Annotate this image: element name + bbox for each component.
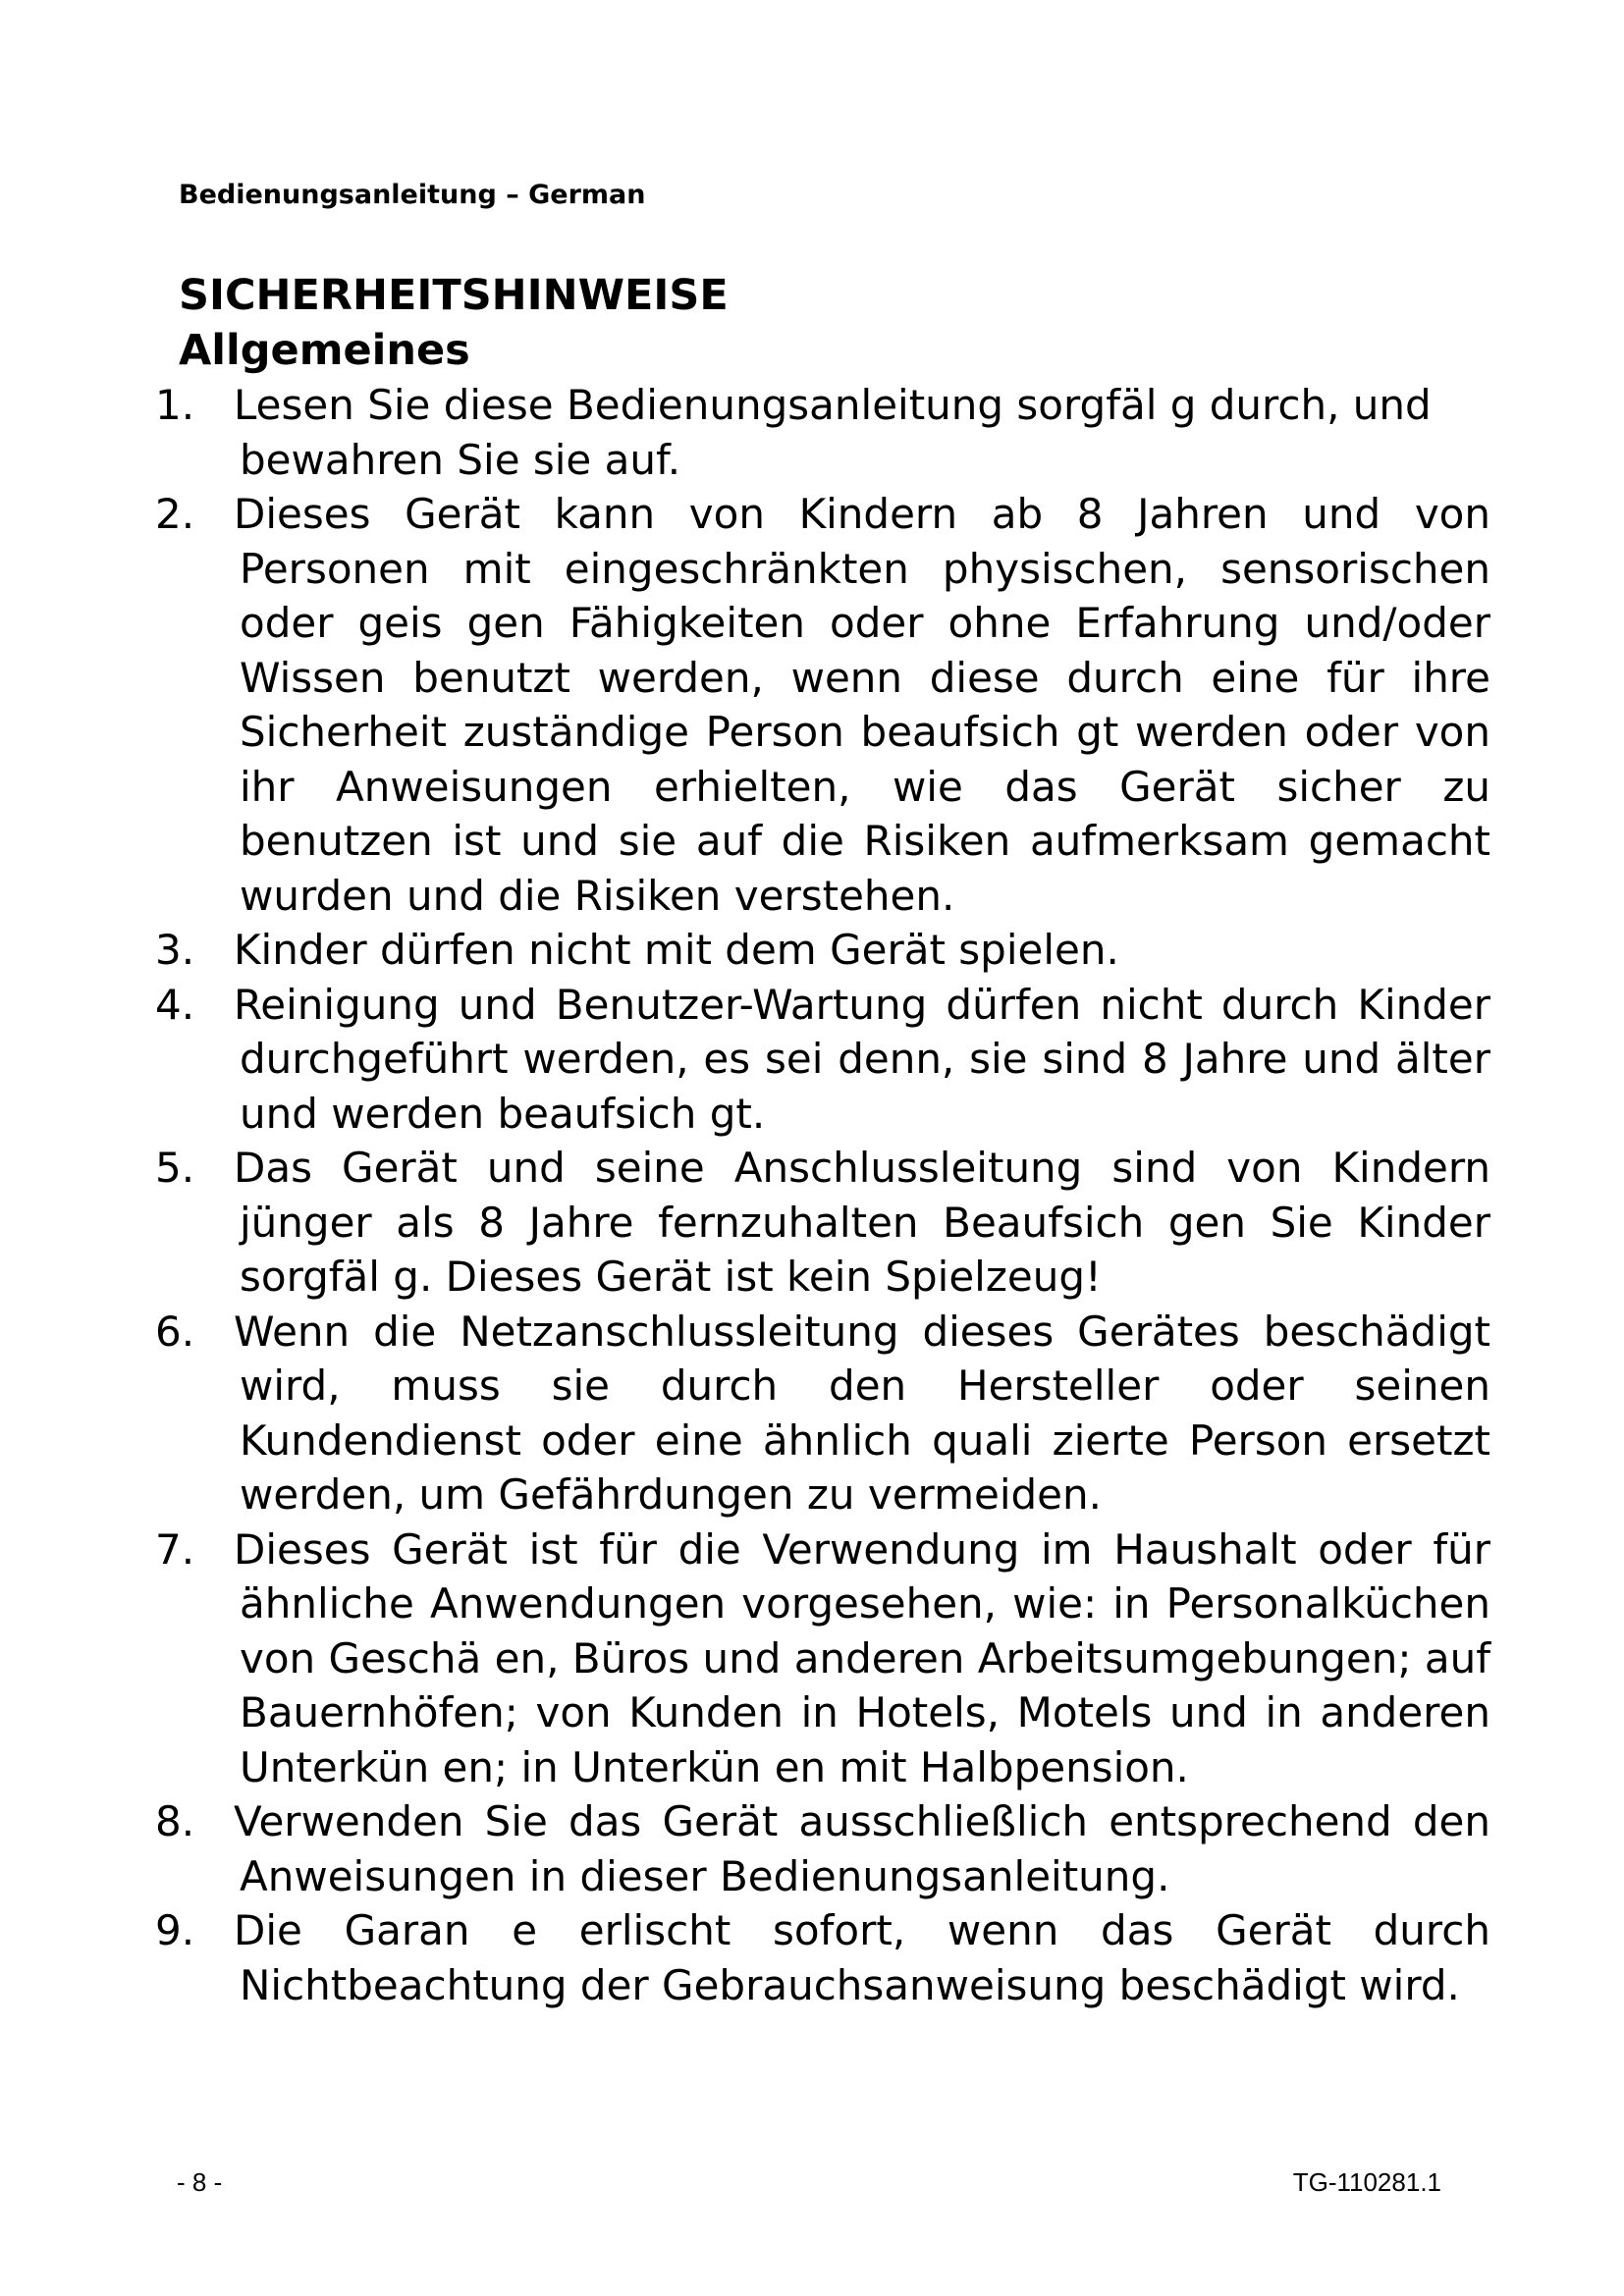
- list-item-text: Reinigung und Benutzer-Wartung dürfen nicht durch Kinder durchgeführt werden, es sei denn, sie sind 8 Jahre und älter und werden beaufsich gt.: [234, 980, 1490, 1138]
- section-subtitle: Allgemeines: [179, 326, 470, 375]
- list-item-number: 7.: [155, 1524, 195, 1574]
- list-item: [155, 1305, 1490, 1522]
- list-item: [155, 487, 1490, 923]
- list-item-number: 9.: [155, 1906, 195, 1954]
- list-item-text: Lesen Sie diese Bedienungsanleitung sorgfäl g durch, und bewahren Sie sie auf.: [234, 381, 1432, 484]
- list-item: [155, 1794, 1490, 1903]
- page-header: Bedienungsanleitung – German: [179, 180, 646, 210]
- list-item-number: 1.: [155, 381, 195, 429]
- list-item-number: 3.: [155, 926, 195, 974]
- list-item: [155, 923, 1490, 978]
- document-code: TG-110281.1: [1292, 2167, 1441, 2197]
- list-item-number: 8.: [155, 1797, 195, 1845]
- list-item-text: Das Gerät und seine Anschlussleitung sind von Kindern jünger als 8 Jahre fernzuhalten Beaufsich gen Sie Kinder sorgfäl g. Dieses Gerät ist kein Spielzeug!: [234, 1144, 1490, 1301]
- list-item-text: Dieses Gerät ist für die Verwendung im Haushalt oder für ähnliche Anwendungen vorgesehen, wie: in Personalküchen von Geschä en, Büros und anderen Arbeitsumgebungen; auf Bauernhöfen; von Kunden in Hotels, Motels und in anderen Unterkün en; in Unterkün en mit Halbpension.: [234, 1524, 1490, 1791]
- section-title: SICHERHEITSHINWEISE: [179, 271, 729, 320]
- list-item-number: 4.: [155, 980, 195, 1029]
- list-item: [155, 1903, 1490, 2012]
- list-item-number: 5.: [155, 1144, 195, 1192]
- list-item: [155, 1522, 1490, 1795]
- list-item-text: Dieses Gerät kann von Kindern ab 8 Jahren und von Personen mit eingeschränkten physischen, sensorischen oder geis gen Fähigkeiten oder ohne Erfahrung und/oder Wissen benutzt werden, wenn diese durch eine für ihre Sicherheit zuständige Person beaufsich gt werden oder von ihr Anweisungen erhielten, wie das Gerät sicher zu benutzen ist und sie auf die Risiken aufmerksam gemacht wurden und die Risiken verstehen.: [234, 490, 1490, 920]
- page-number: - 8 -: [177, 2167, 223, 2197]
- list-item-text: Wenn die Netzanschlussleitung dieses Gerätes beschädigt wird, muss sie durch den Hersteller oder seinen Kundendienst oder eine ähnlich quali zierte Person ersetzt werden, um Gefährdungen zu vermeiden.: [234, 1307, 1490, 1519]
- list-item-number: 6.: [155, 1307, 195, 1356]
- list-item-text: Verwenden Sie das Gerät ausschließlich entsprechend den Anweisungen in dieser Bedienungsanleitung.: [234, 1797, 1490, 1900]
- list-item-text: Kinder dürfen nicht mit dem Gerät spielen.: [234, 926, 1119, 974]
- list-item: [155, 1141, 1490, 1305]
- list-item: [155, 978, 1490, 1142]
- list-item-text: Die Garan e erlischt sofort, wenn das Gerät durch Nichtbeachtung der Gebrauchsanweisung beschädigt wird.: [234, 1906, 1490, 2009]
- list-item: [155, 378, 1490, 487]
- list-item-number: 2.: [155, 490, 195, 538]
- safety-instructions-list: [155, 378, 1490, 2012]
